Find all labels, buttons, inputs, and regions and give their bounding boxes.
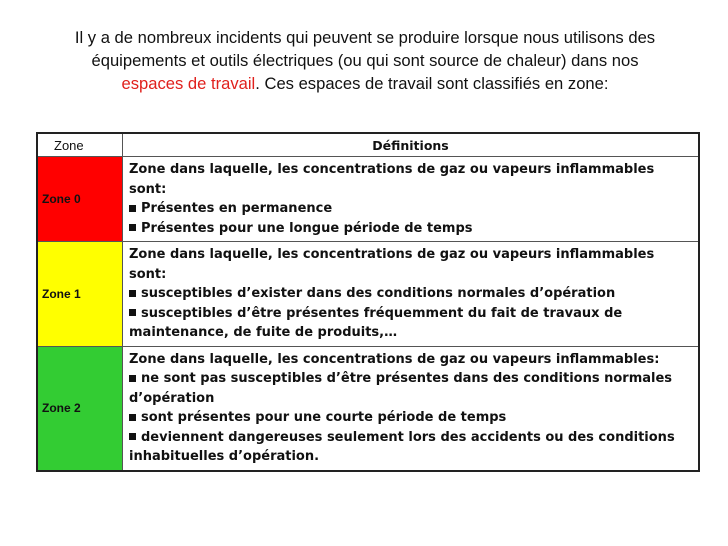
bullet-square-icon [129,224,136,231]
header-definitions: Définitions [123,133,700,157]
bullet-item [129,304,692,343]
table-header-row [37,133,699,157]
bullet-item [129,199,692,219]
intro-paragraph [40,26,690,95]
bullet-square-icon [129,433,136,440]
bullet-square-icon [129,205,136,212]
header-zone: Zone [37,133,123,157]
intro-line-1: Il y a de nombreux incidents qui peuvent se produire lorsque nous utilisons des [74,28,656,47]
bullet-item [129,284,692,304]
bullet-text: Présentes en permanence [141,201,333,216]
bullet-text: Présentes pour une longue période de temps [141,220,473,236]
zone-definitions-table [36,132,700,472]
bullet-square-icon [129,309,136,316]
bullet-item [129,219,692,239]
zone-2-definition [123,346,700,471]
table-row-zone-2 [37,346,699,471]
bullet-item [129,428,692,467]
bullet-square-icon [129,414,136,421]
bullet-text: sont présentes pour une courte période de temps [141,410,507,425]
workspace-link[interactable]: espaces de travail [121,74,256,93]
definition-intro: Zone dans laquelle, les concentrations de gaz ou vapeurs inflammables sont: [129,162,655,197]
bullet-text: deviennent dangereuses seulement lors des accidents ou des conditions inhabituelles d’opération. [129,429,675,464]
definition-intro: Zone dans laquelle, les concentrations de gaz ou vapeurs inflammables: [129,351,660,367]
bullet-text: ne sont pas susceptibles d’être présentes dans des conditions normales d’opération [129,371,673,406]
intro-line-3: . Ces espaces de travail sont classifiés en zone: [255,74,609,93]
zone-1-label: Zone 1 [37,242,123,347]
table-row-zone-0 [37,157,699,242]
bullet-text: susceptibles d’exister dans des conditions normales d’opération [141,286,616,301]
bullet-item [129,408,692,428]
bullet-item [129,369,692,408]
zone-1-definition [123,242,700,347]
bullet-square-icon [129,375,136,382]
zone-2-label: Zone 2 [37,346,123,471]
intro-line-2: équipements et outils électriques (ou qui sont source de chaleur) dans nos [91,51,639,70]
definition-intro: Zone dans laquelle, les concentrations de gaz ou vapeurs inflammables sont: [129,247,655,282]
bullet-square-icon [129,290,136,297]
bullet-text: susceptibles d’être présentes fréquemment du fait de travaux de maintenance, de fuite de produits,… [129,305,623,340]
zone-0-definition [123,157,700,242]
table-row-zone-1 [37,242,699,347]
zone-0-label: Zone 0 [37,157,123,242]
